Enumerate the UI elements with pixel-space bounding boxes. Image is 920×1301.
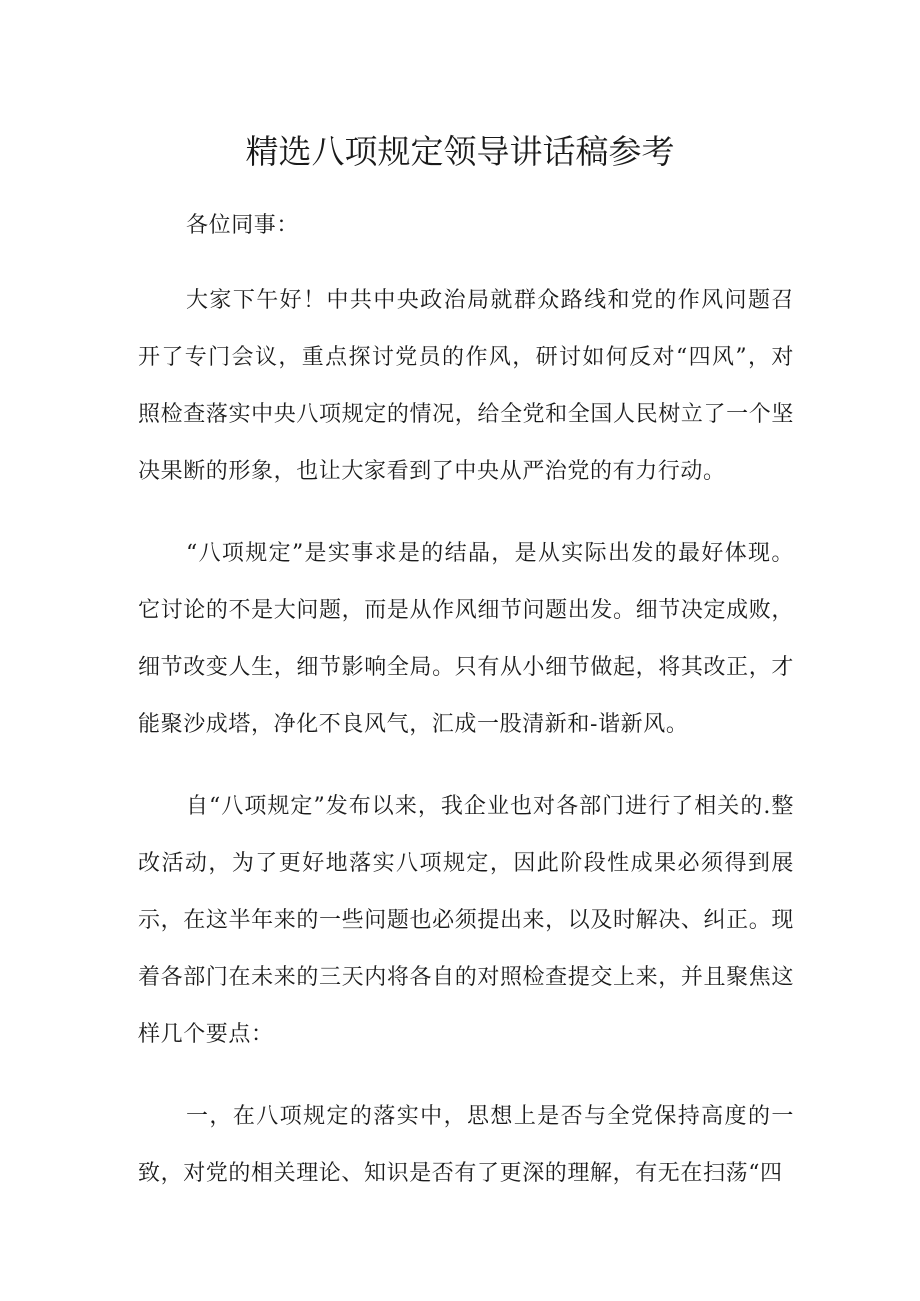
paragraph-4: 一，在八项规定的落实中，思想上是否与全党保持高度的一致，对党的相关理论、知识是否有了更深的理解，有无在扫荡“四 xyxy=(138,1104,794,1186)
document-title: 精选八项规定领导讲话稿参考 xyxy=(245,132,675,171)
salutation: 各位同事： xyxy=(186,213,300,238)
paragraph-3: 自“八项规定”发布以来，我企业也对各部门进行了相关的.整改活动，为了更好地落实八项规定，因此阶段性成果必须得到展示，在这半年来的一些问题也必须提出来，以及时解决、纠正。现着各部门在未来的三天内将各自的对照检查提交上来，并且聚焦这样几个要点： xyxy=(138,794,794,1047)
paragraph-2: “八项规定”是实事求是的结晶，是从实际出发的最好体现。它讨论的不是大问题，而是从作风细节问题出发。细节决定成败，细节改变人生，细节影响全局。只有从小细节做起，将其改正，才能聚沙成塔，净化不良风气，汇成一股清新和-谐新风。 xyxy=(138,541,794,737)
document-body xyxy=(138,197,794,1202)
paragraph-1: 大家下午好！中共中央政治局就群众路线和党的作风问题召开了专门会议，重点探讨党员的作风，研讨如何反对“四风”，对照检查落实中央八项规定的情况，给全党和全国人民树立了一个坚决果断的形象，也让大家看到了中央从严治党的有力行动。 xyxy=(138,288,794,484)
